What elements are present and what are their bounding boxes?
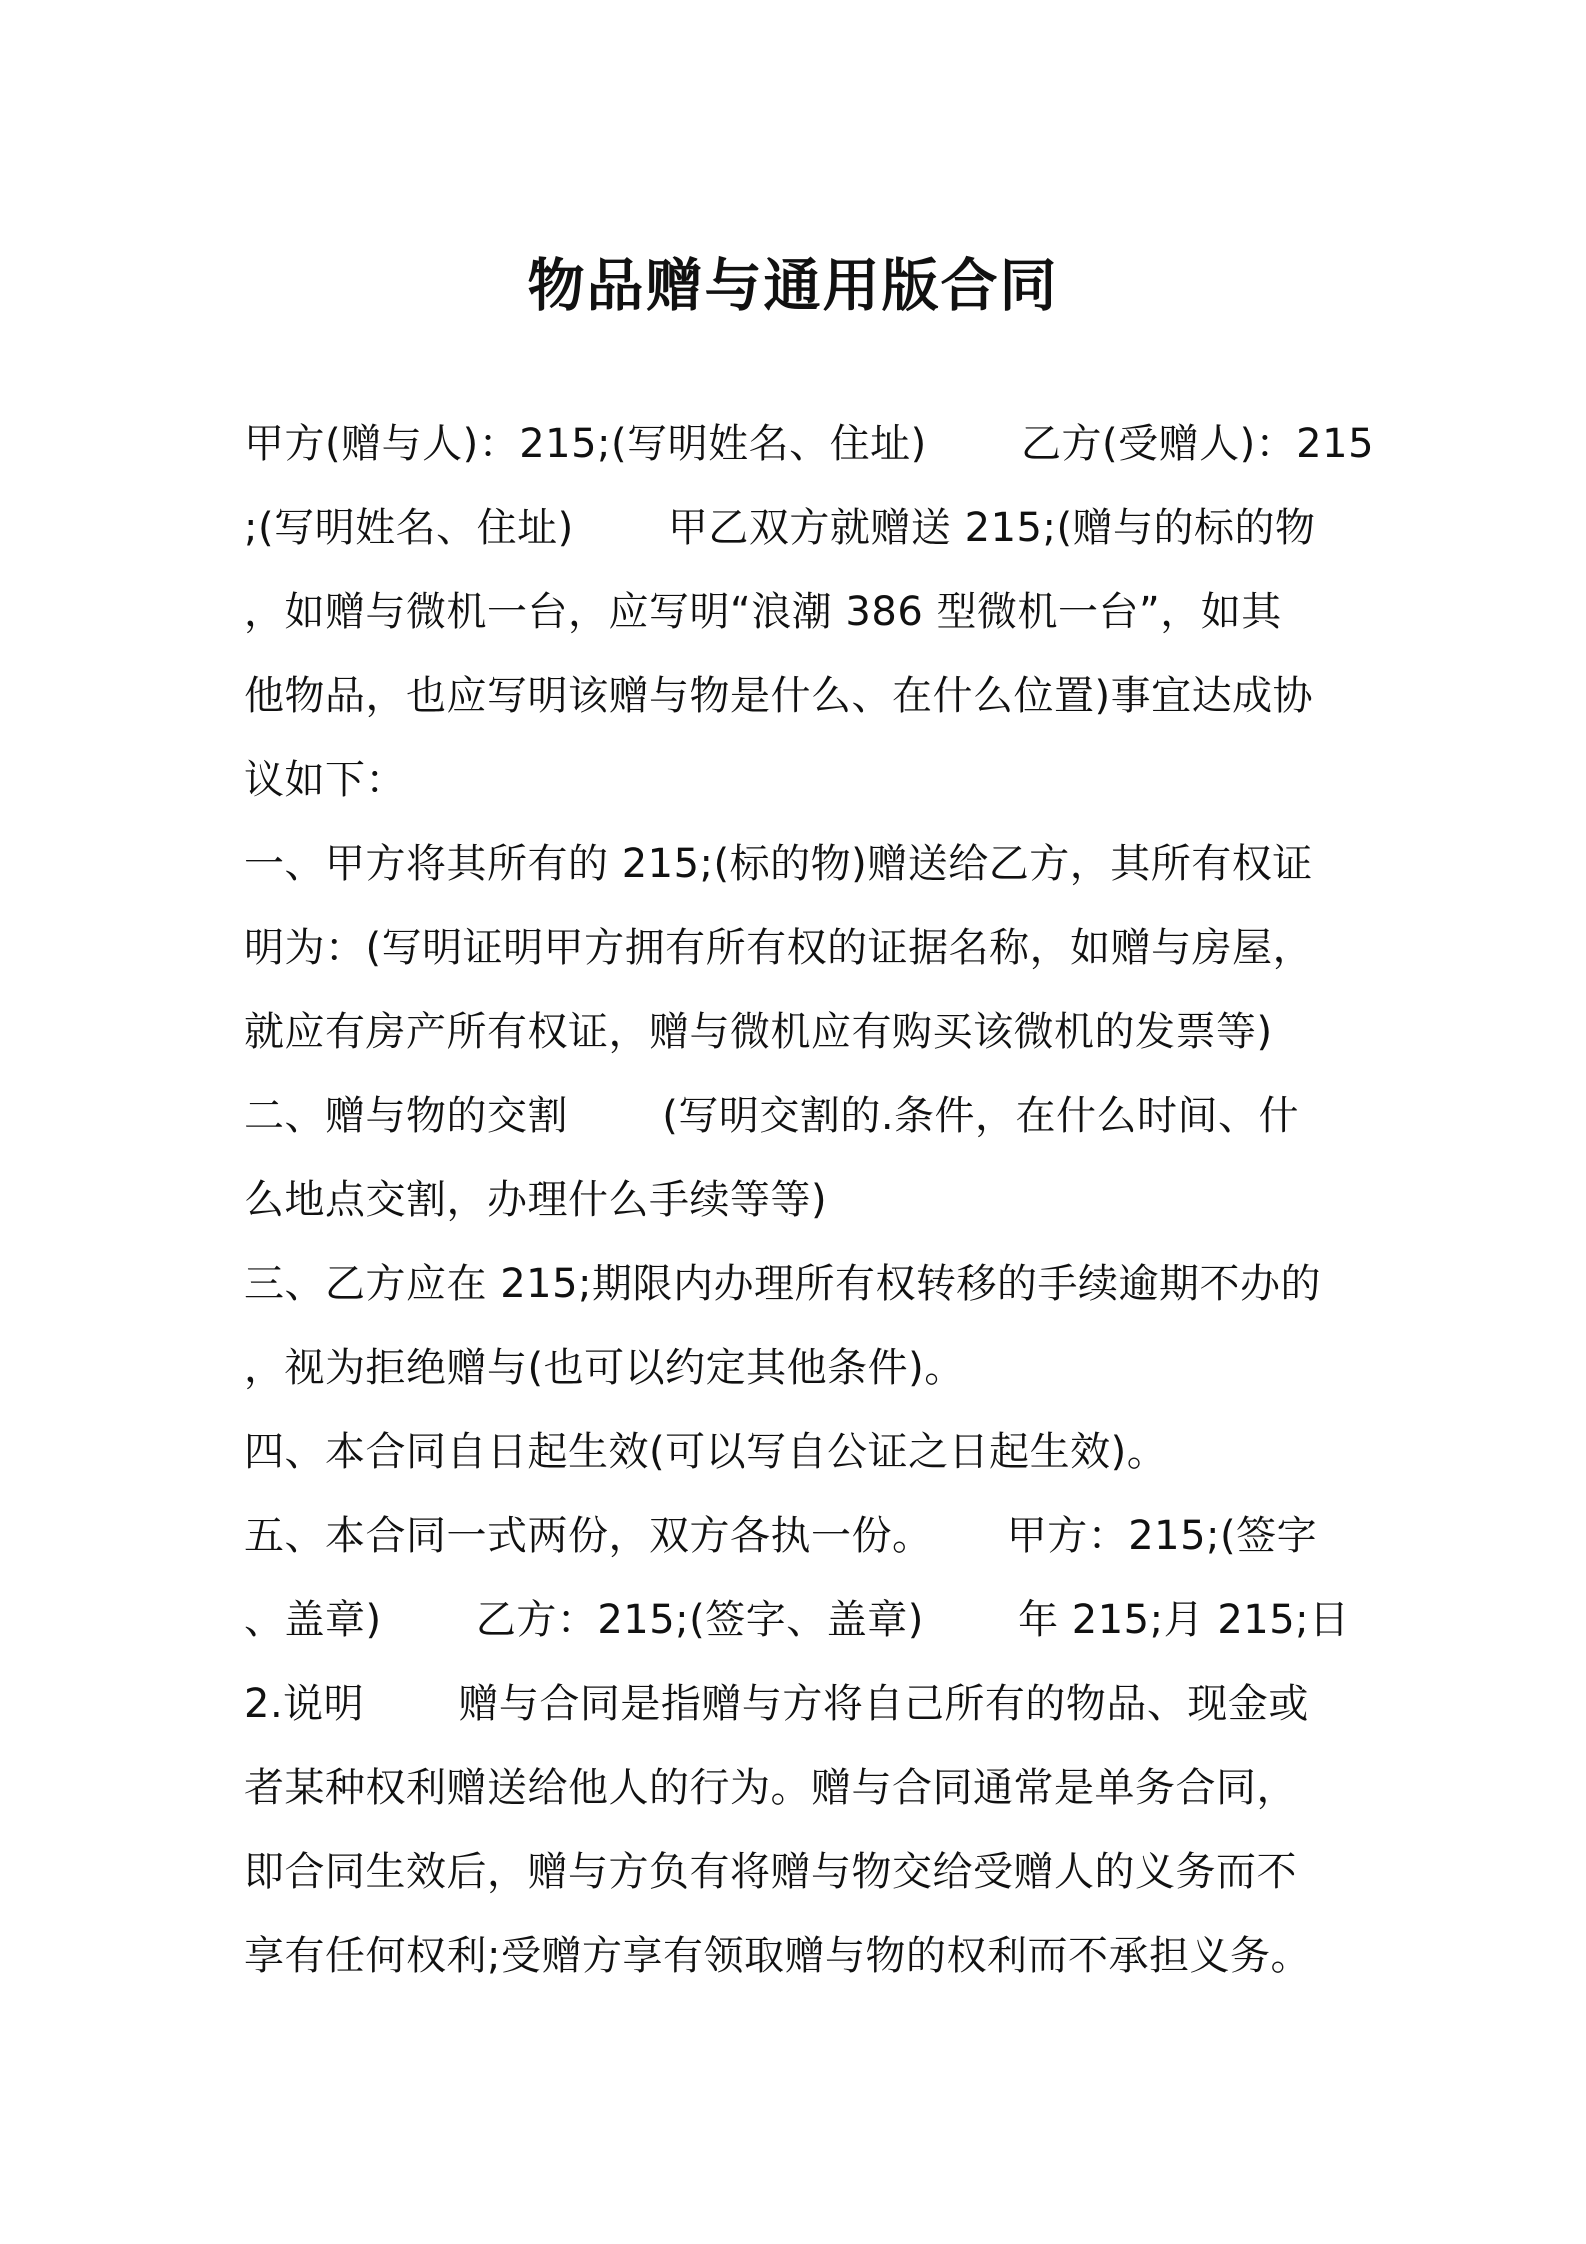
text-line: 三、乙方应在 215;期限内办理所有权转移的手续逾期不办的 — [244, 1261, 1322, 1307]
text-line: 二、赠与物的交割 (写明交割的.条件，在什么时间、什 — [244, 1093, 1300, 1139]
text-line: 他物品，也应写明该赠与物是什么、在什么位置)事宜达成协 — [244, 673, 1314, 719]
text-line: 四、本合同自日起生效(可以写自公证之日起生效)。 — [244, 1429, 1168, 1475]
text-line: 甲方(赠与人)：215;(写明姓名、住址) 乙方(受赠人)：215 — [244, 421, 1375, 467]
text-line: 就应有房产所有权证，赠与微机应有购买该微机的发票等) — [244, 1009, 1273, 1055]
document-title: 物品赠与通用版合同 — [527, 253, 1059, 319]
text-line: ，如赠与微机一台，应写明“浪潮 386 型微机一台”，如其 — [244, 589, 1282, 635]
text-line: 2.说明 赠与合同是指赠与方将自己所有的物品、现金或 — [244, 1681, 1309, 1727]
document-body — [244, 402, 1375, 1998]
text-line: 、盖章) 乙方：215;(签字、盖章) 年 215;月 215;日 — [244, 1597, 1350, 1643]
text-line: 明为：(写明证明甲方拥有所有权的证据名称，如赠与房屋， — [244, 925, 1314, 971]
text-line: 享有任何权利;受赠方享有领取赠与物的权利而不承担义务。 — [244, 1933, 1311, 1979]
text-line: 即合同生效后，赠与方负有将赠与物交给受赠人的义务而不 — [244, 1849, 1297, 1895]
text-line: 议如下： — [244, 757, 406, 803]
text-line: 五、本合同一式两份，双方各执一份。 甲方：215;(签字 — [244, 1513, 1318, 1559]
text-line: 么地点交割，办理什么手续等等) — [244, 1177, 828, 1223]
text-line: ;(写明姓名、住址) 甲乙双方就赠送 215;(赠与的标的物 — [244, 505, 1316, 551]
text-line: 一、甲方将其所有的 215;(标的物)赠送给乙方，其所有权证 — [244, 841, 1313, 887]
text-line: 者某种权利赠送给他人的行为。赠与合同通常是单务合同， — [244, 1765, 1297, 1811]
text-line: ，视为拒绝赠与(也可以约定其他条件)。 — [244, 1345, 965, 1391]
